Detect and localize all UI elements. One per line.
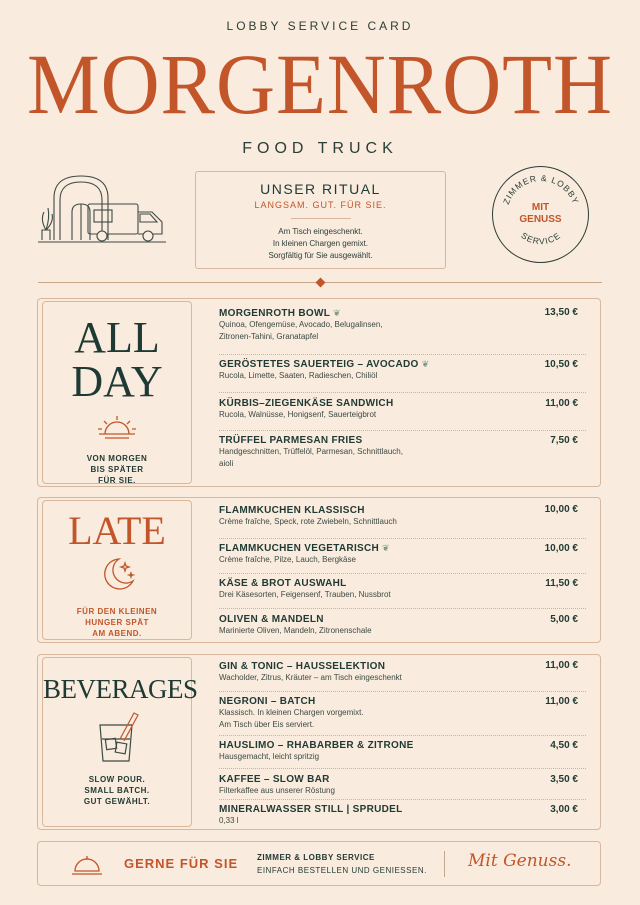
item-name: KÜRBIS–ZIEGENKÄSE SANDWICH bbox=[219, 398, 394, 409]
brand-subtitle: FOOD TRUCK bbox=[242, 140, 398, 157]
item-desc: Am Tisch über Eis serviert. bbox=[219, 720, 315, 729]
late-caption: HUNGER SPÄT bbox=[85, 618, 149, 627]
item-price: 10,00 € bbox=[544, 504, 578, 515]
item-desc: Wacholder, Zitrus, Kräuter – am Tisch eingeschenkt bbox=[219, 673, 402, 682]
beverages-label bbox=[42, 657, 198, 827]
late-label bbox=[42, 500, 192, 640]
late-caption: AM ABEND. bbox=[92, 629, 142, 638]
item-price: 7,50 € bbox=[550, 435, 578, 446]
item-price: 5,00 € bbox=[550, 614, 578, 625]
item-desc: Filterkaffee aus unserer Röstung bbox=[219, 786, 335, 795]
all-day-caption: VON MORGEN bbox=[86, 454, 148, 463]
section-beverages bbox=[37, 654, 601, 830]
item-desc: Zitronen-Tahini, Granatapfel bbox=[219, 332, 319, 341]
section-late bbox=[37, 497, 601, 643]
item-desc: Marinierte Oliven, Mandeln, Zitronenschale bbox=[219, 626, 372, 635]
ritual-title: UNSER RITUAL bbox=[260, 181, 381, 197]
ritual-card bbox=[195, 171, 446, 269]
item-price: 11,00 € bbox=[545, 696, 578, 707]
item-name: NEGRONI – BATCH bbox=[219, 696, 316, 707]
late-title: LATE bbox=[68, 508, 166, 553]
cocktail-glass-icon bbox=[94, 709, 140, 765]
menu-item bbox=[219, 736, 586, 769]
menu-item bbox=[219, 307, 586, 355]
item-price: 11,00 € bbox=[545, 398, 578, 409]
menu-item bbox=[219, 574, 586, 609]
menu-item bbox=[219, 355, 586, 393]
footer-signature: Mit Genuss. bbox=[468, 851, 572, 871]
item-desc: Crème fraîche, Pilze, Lauch, Bergkäse bbox=[219, 555, 356, 564]
item-desc: Quinoa, Ofengemüse, Avocado, Belugalinsen, bbox=[219, 320, 383, 329]
item-name: GERÖSTETES SAUERTEIG – AVOCADO bbox=[219, 359, 419, 370]
beverages-caption: SLOW POUR. bbox=[88, 775, 146, 784]
item-name: FLAMMKUCHEN VEGETARISCH bbox=[219, 543, 380, 554]
menu-item bbox=[219, 660, 586, 692]
all-day-caption: BIS SPÄTER bbox=[90, 465, 144, 474]
service-bell-icon bbox=[70, 852, 104, 878]
item-desc: Rucola, Limette, Saaten, Radieschen, Chiliöl bbox=[219, 371, 378, 380]
service-seal bbox=[491, 165, 590, 264]
brand-title: MORGENROTH bbox=[27, 36, 613, 132]
item-desc: Klassisch. In kleinen Chargen vorgemixt. bbox=[219, 708, 364, 717]
item-name: MORGENROTH BOWL bbox=[219, 308, 331, 319]
item-price: 10,00 € bbox=[544, 543, 578, 554]
sunrise-icon bbox=[95, 414, 139, 442]
footer-headline: GERNE FÜR SIE bbox=[124, 856, 239, 871]
item-desc: Hausgemacht, leicht spritzig bbox=[219, 752, 320, 761]
item-price: 3,00 € bbox=[550, 804, 578, 815]
all-day-title-1: ALL bbox=[74, 313, 160, 362]
item-desc: aioli bbox=[219, 459, 234, 468]
footer-divider bbox=[444, 851, 445, 877]
all-day-label bbox=[42, 301, 192, 484]
item-desc: 0,33 l bbox=[219, 816, 239, 825]
menu-item bbox=[219, 800, 586, 828]
item-name: MINERALWASSER STILL | SPRUDEL bbox=[219, 804, 403, 815]
beverages-title: BEVERAGES bbox=[43, 674, 198, 704]
leaf-icon: ❦ bbox=[382, 543, 390, 553]
beverages-caption: GUT GEWÄHLT. bbox=[83, 797, 151, 806]
item-price: 10,50 € bbox=[544, 359, 578, 370]
item-desc: Drei Käsesorten, Feigensenf, Trauben, Nussbrot bbox=[219, 590, 391, 599]
ritual-line: Am Tisch eingeschenkt. bbox=[278, 227, 363, 236]
leaf-icon: ❦ bbox=[421, 359, 430, 369]
ritual-tagline: LANGSAM. GUT. FÜR SIE. bbox=[254, 200, 387, 210]
item-price: 13,50 € bbox=[544, 307, 578, 318]
seal-center-2: GENUSS bbox=[519, 214, 562, 225]
all-day-caption: FÜR SIE. bbox=[98, 476, 136, 485]
item-name: OLIVEN & MANDELN bbox=[219, 614, 324, 625]
seal-ring-top: ZIMMER & LOBBY bbox=[500, 172, 582, 206]
footer-line-2: EINFACH BESTELLEN UND GENIESSEN. bbox=[257, 866, 427, 875]
item-desc: Handgeschnitten, Trüffelöl, Parmesan, Schnittlauch, bbox=[219, 447, 403, 456]
footer-bar bbox=[37, 841, 601, 886]
menu-item bbox=[219, 769, 586, 800]
item-price: 11,50 € bbox=[545, 578, 578, 589]
all-day-items bbox=[219, 307, 586, 475]
item-desc: Rucola, Walnüsse, Honigsenf, Sauerteigbrot bbox=[219, 410, 377, 419]
menu-item bbox=[219, 431, 586, 475]
late-caption: FÜR DEN KLEINEN bbox=[76, 607, 158, 616]
beverages-items bbox=[219, 660, 586, 828]
seal-ring-bottom: SERVICE bbox=[519, 230, 563, 247]
item-name: FLAMMKUCHEN KLASSISCH bbox=[219, 505, 365, 516]
menu-item bbox=[219, 539, 586, 574]
item-desc: Crème fraîche, Speck, rote Zwiebeln, Schnittlauch bbox=[219, 517, 397, 526]
item-name: KÄSE & BROT AUSWAHL bbox=[219, 578, 347, 589]
item-name: HAUSLIMO – RHABARBER & ZITRONE bbox=[219, 740, 414, 751]
ritual-divider bbox=[291, 218, 351, 219]
footer-line-1: ZIMMER & LOBBY SERVICE bbox=[257, 853, 375, 862]
kicker-text: LOBBY SERVICE CARD bbox=[226, 19, 414, 33]
menu-item bbox=[219, 504, 586, 539]
section-all-day bbox=[37, 298, 601, 487]
svg-text:SERVICE bbox=[519, 230, 562, 246]
item-name: TRÜFFEL PARMESAN FRIES bbox=[219, 435, 363, 446]
late-items bbox=[219, 504, 586, 641]
moon-stars-icon bbox=[97, 555, 137, 593]
item-price: 4,50 € bbox=[550, 740, 578, 751]
menu-item bbox=[219, 692, 586, 736]
svg-text:ZIMMER & LOBBY bbox=[501, 173, 581, 206]
item-name: GIN & TONIC – HAUSSELEKTION bbox=[219, 661, 386, 672]
beverages-caption: SMALL BATCH. bbox=[84, 786, 150, 795]
ritual-line: In kleinen Chargen gemixt. bbox=[272, 239, 369, 248]
item-price: 3,50 € bbox=[550, 774, 578, 785]
ritual-line: Sorgfältig für Sie ausgewählt. bbox=[268, 251, 373, 260]
leaf-icon: ❦ bbox=[333, 308, 341, 318]
divider-diamond bbox=[316, 278, 326, 288]
item-price: 11,00 € bbox=[545, 660, 578, 671]
item-name: KAFFEE – SLOW BAR bbox=[219, 774, 330, 785]
food-truck-illustration bbox=[36, 168, 171, 252]
all-day-title-2: DAY bbox=[71, 357, 163, 406]
menu-item bbox=[219, 393, 586, 431]
seal-center-1: MIT bbox=[531, 202, 550, 213]
menu-item bbox=[219, 609, 586, 641]
